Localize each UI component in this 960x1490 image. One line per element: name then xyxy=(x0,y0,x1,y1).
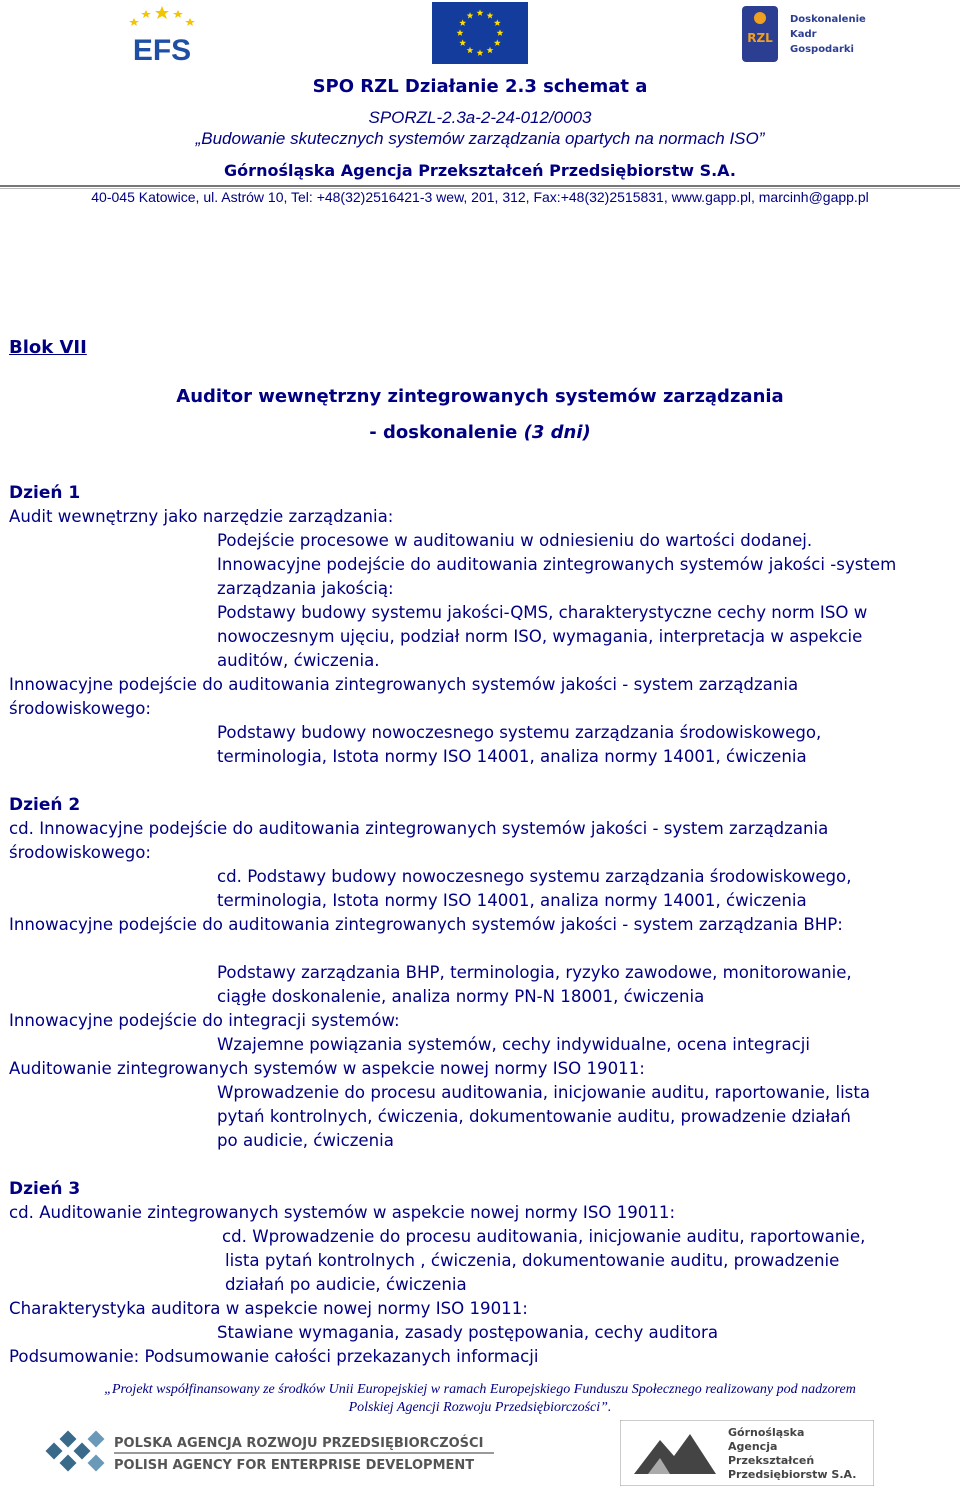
dkg-line-1: Doskonalenie xyxy=(790,14,866,25)
body-line: po audicie, ćwiczenia xyxy=(217,1131,394,1150)
eu-flag-logo xyxy=(432,2,528,64)
organization-contact: 40-045 Katowice, ul. Astrów 10, Tel: +48(32)2516421-3 wew, 201, 312, Fax:+48(32)2515831, www.gapp.pl, marcinh@gapp.pl xyxy=(91,189,869,205)
organization-name: Górnośląska Agencja Przekształceń Przedsiębiorstw S.A. xyxy=(224,161,736,180)
subtitle-duration: (3 dni) xyxy=(523,422,591,443)
day-1-heading: Dzień 1 xyxy=(9,483,81,503)
body-line: terminologia, Istota normy ISO 14001, analiza normy 14001, ćwiczenia xyxy=(217,891,807,910)
body-line: Podstawy budowy nowoczesnego systemu zarządzania środowiskowego, xyxy=(217,723,822,742)
body-line: działań po audicie, ćwiczenia xyxy=(225,1275,467,1294)
body-line: zarządzania jakością: xyxy=(217,579,394,598)
body-line: Charakterystyka auditora w aspekcie nowej normy ISO 19011: xyxy=(9,1299,528,1318)
body-line: Podstawy budowy systemu jakości-QMS, charakterystyczne cechy norm ISO w xyxy=(217,603,868,622)
gapp-line-4: Przedsiębiorstw S.A. xyxy=(728,1468,857,1481)
body-line: Auditowanie zintegrowanych systemów w aspekcie nowej normy ISO 19011: xyxy=(9,1059,645,1078)
svg-text:RZL: RZL xyxy=(747,31,773,45)
body-line: Wzajemne powiązania systemów, cechy indywidualne, ocena integracji xyxy=(217,1035,811,1054)
body-line: cd. Auditowanie zintegrowanych systemów w aspekcie nowej normy ISO 19011: xyxy=(9,1203,676,1222)
footer-note-line-1: „Projekt współfinansowany ze środków Unii Europejskiej w ramach Europejskiego Funduszu Społecznego realizowany pod nadzorem xyxy=(104,1382,856,1397)
body-line: Innowacyjne podejście do auditowania zintegrowanych systemów jakości - system zarządzania BHP: xyxy=(9,915,843,934)
gapp-line-3: Przekształceń xyxy=(728,1454,815,1467)
body-line: Innowacyjne podejście do integracji systemów: xyxy=(9,1011,400,1030)
block-label: Blok VII xyxy=(9,337,87,358)
body-line: Podsumowanie: Podsumowanie całości przekazanych informacji xyxy=(9,1347,539,1366)
course-title: Auditor wewnętrzny zintegrowanych systemów zarządzania xyxy=(176,386,784,407)
body-line: Podejście procesowe w auditowaniu w odniesieniu do wartości dodanej. xyxy=(217,531,813,550)
body-line: lista pytań kontrolnych , ćwiczenia, dokumentowanie auditu, prowadzenie xyxy=(225,1251,840,1270)
body-line: cd. Podstawy budowy nowoczesnego systemu zarządzania środowiskowego, xyxy=(217,867,852,886)
gapp-line-1: Górnośląska xyxy=(728,1426,805,1439)
body-line: cd. Innowacyjne podejście do auditowania zintegrowanych systemów jakości - system zarządzania xyxy=(9,819,829,838)
body-line: Audit wewnętrzny jako narzędzie zarządzania: xyxy=(9,507,394,526)
doskonalenie-kadr-gospodarki-logo xyxy=(740,2,890,66)
body-line: cd. Wprowadzenie do procesu auditowania, inicjowanie auditu, raportowanie, xyxy=(222,1227,866,1246)
dkg-line-3: Gospodarki xyxy=(790,44,854,55)
dkg-line-2: Kadr xyxy=(790,29,817,40)
body-line: terminologia, Istota normy ISO 14001, analiza normy 14001, ćwiczenia xyxy=(217,747,807,766)
footer-note-line-2: Polskiej Agencji Rozwoju Przedsiębiorczości”. xyxy=(348,1400,612,1415)
body-line: środowiskowego: xyxy=(9,699,151,718)
body-line: nowoczesnym ujęciu, podział norm ISO, wymagania, interpretacja w aspekcie xyxy=(217,627,863,646)
body-line: środowiskowego: xyxy=(9,843,151,862)
day-2-heading: Dzień 2 xyxy=(9,795,81,815)
course-subtitle xyxy=(0,422,960,443)
day-3-heading: Dzień 3 xyxy=(9,1179,81,1199)
program-title: SPO RZL Działanie 2.3 schemat a xyxy=(312,76,648,97)
parp-logo xyxy=(44,1423,500,1483)
parp-name-pl: POLSKA AGENCJA ROZWOJU PRZEDSIĘBIORCZOŚCI xyxy=(114,1436,484,1451)
body-line: Stawiane wymagania, zasady postępowania, cechy auditora xyxy=(217,1323,719,1342)
body-line: ciągłe doskonalenie, analiza normy PN-N 18001, ćwiczenia xyxy=(217,987,705,1006)
body-line: auditów, ćwiczenia. xyxy=(217,651,380,670)
body-line: Innowacyjne podejście do auditowania zintegrowanych systemów jakości - system zarządzania xyxy=(9,675,799,694)
gapp-logo xyxy=(620,1420,874,1486)
project-title: „Budowanie skutecznych systemów zarządzania opartych na normach ISO” xyxy=(195,129,765,148)
efs-logo-text: EFS xyxy=(132,34,192,66)
project-number: SPORZL-2.3a-2-24-012/0003 xyxy=(368,108,592,127)
subtitle-main: - doskonalenie xyxy=(369,422,524,443)
body-line: pytań kontrolnych, ćwiczenia, dokumentowanie auditu, prowadzenie działań xyxy=(217,1107,851,1126)
gapp-line-2: Agencja xyxy=(728,1440,778,1453)
body-line: Wprowadzenie do procesu auditowania, inicjowanie auditu, raportowanie, lista xyxy=(217,1083,870,1102)
body-line: Innowacyjne podejście do auditowania zintegrowanych systemów jakości -system xyxy=(217,555,897,574)
parp-name-en: POLISH AGENCY FOR ENTERPRISE DEVELOPMENT xyxy=(114,1458,475,1473)
efs-logo xyxy=(112,2,212,66)
body-line: Podstawy zarządzania BHP, terminologia, ryzyko zawodowe, monitorowanie, xyxy=(217,963,852,982)
